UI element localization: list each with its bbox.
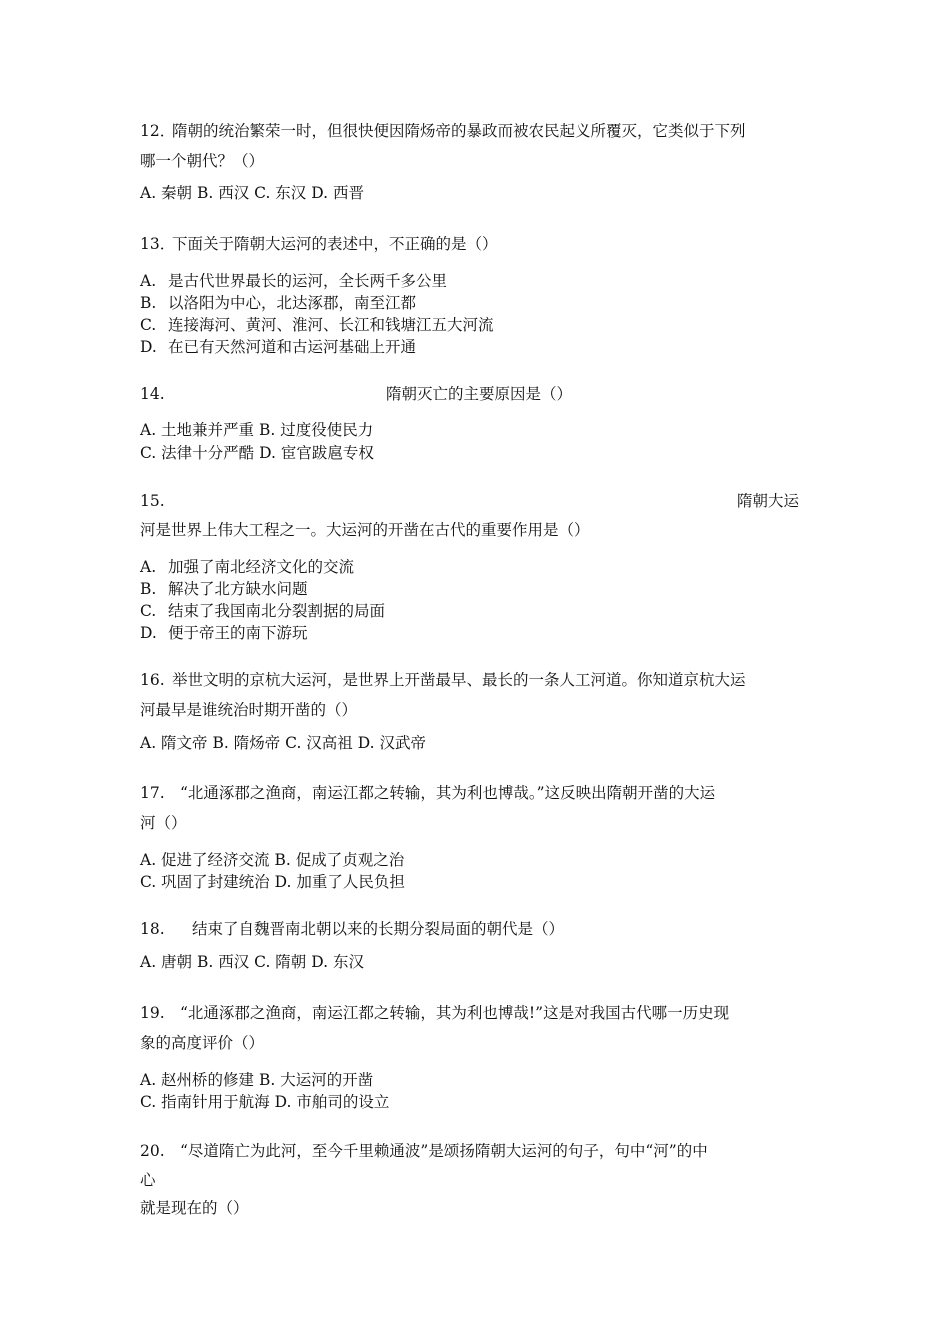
- question-12-stem-line-2: 哪一个朝代？（）: [140, 152, 265, 170]
- question-17-number: 17.: [140, 784, 165, 802]
- question-20-stem-line-2: 心: [140, 1171, 156, 1189]
- question-14-stem: 隋朝灭亡的主要原因是（）: [386, 385, 573, 403]
- question-13-option-d: [140, 337, 416, 357]
- question-12-options: A. 秦朝 B. 西汉 C. 东汉 D. 西晋: [140, 184, 364, 202]
- question-18-options: A. 唐朝 B. 西汉 C. 隋朝 D. 东汉: [140, 953, 364, 971]
- question-20-stem-line-3: 就是现在的（）: [140, 1199, 249, 1217]
- question-20-stem-line-1: “尽道隋亡为此河，至今千里赖通波”是颂扬隋朝大运河的句子，句中“河”的中: [180, 1142, 708, 1160]
- option-text: 以洛阳为中心，北达涿郡，南至江都: [168, 294, 417, 312]
- question-15-stem-line-1: 隋朝大运: [737, 492, 800, 510]
- question-19-stem-line-2: 象的高度评价（）: [140, 1034, 265, 1052]
- option-text: 便于帝王的南下游玩: [168, 624, 308, 642]
- question-14-number: 14.: [140, 385, 165, 403]
- question-16-number: 16.: [140, 671, 165, 689]
- option-letter: C.: [140, 602, 157, 620]
- question-16-options: A. 隋文帝 B. 隋炀帝 C. 汉高祖 D. 汉武帝: [140, 734, 426, 752]
- option-text: 解决了北方缺水问题: [168, 580, 308, 598]
- question-15-option-c: [140, 601, 385, 621]
- question-19-stem-line-1: “北通涿郡之渔商，南运江都之转输，其为利也博哉!”这是对我国古代哪一历史现: [180, 1004, 730, 1022]
- question-13-option-a: [140, 271, 447, 291]
- question-17-stem-line-2: 河（）: [140, 814, 187, 832]
- question-15-stem-line-2: 河是世界上伟大工程之一。大运河的开凿在古代的重要作用是（）: [140, 521, 590, 539]
- question-12-stem-line-1: 隋朝的统治繁荣一时，但很快便因隋炀帝的暴政而被农民起义所覆灭，它类似于下列: [172, 122, 746, 140]
- option-text: 结束了我国南北分裂割据的局面: [168, 602, 386, 620]
- option-text: 在已有天然河道和古运河基础上开通: [168, 338, 417, 356]
- question-17-options-line-2: C. 巩固了封建统治 D. 加重了人民负担: [140, 873, 405, 891]
- question-14-options-line-1: A. 土地兼并严重 B. 过度役使民力: [140, 421, 374, 439]
- question-13-option-b: [140, 293, 416, 313]
- question-12-number: 12．: [140, 122, 176, 140]
- question-15-option-a: [140, 557, 354, 577]
- question-18-number: 18.: [140, 920, 165, 938]
- question-19-number: 19.: [140, 1004, 165, 1022]
- question-17-options-line-1: A. 促进了经济交流 B. 促成了贞观之治: [140, 851, 405, 869]
- question-13-option-c: [140, 315, 494, 335]
- option-text: 连接海河、黄河、淮河、长江和钱塘江五大河流: [168, 316, 494, 334]
- question-15-number: 15.: [140, 492, 165, 510]
- option-letter: A.: [140, 558, 157, 576]
- question-19-options-line-1: A. 赵州桥的修建 B. 大运河的开凿: [140, 1071, 374, 1089]
- question-13-number: 13．: [140, 235, 176, 253]
- option-letter: D.: [140, 624, 157, 642]
- question-16-stem-line-1: 举世文明的京杭大运河，是世界上开凿最早、最长的一条人工河道。你知道京杭大运: [172, 671, 746, 689]
- question-16-stem-line-2: 河最早是谁统治时期开凿的（）: [140, 701, 358, 719]
- option-letter: D.: [140, 338, 157, 356]
- option-letter: B.: [140, 294, 157, 312]
- question-20-number: 20.: [140, 1142, 165, 1160]
- question-14-options-line-2: C. 法律十分严酷 D. 宦官跋扈专权: [140, 444, 374, 462]
- question-15-option-d: [140, 623, 308, 643]
- question-19-options-line-2: C. 指南针用于航海 D. 市舶司的设立: [140, 1093, 390, 1111]
- option-letter: C.: [140, 316, 157, 334]
- option-text: 加强了南北经济文化的交流: [168, 558, 355, 576]
- option-letter: A.: [140, 272, 157, 290]
- question-17-stem-line-1: “北通涿郡之渔商，南运江都之转输，其为利也博哉。”这反映出隋朝开凿的大运: [180, 784, 716, 802]
- question-18-stem: 结束了自魏晋南北朝以来的长期分裂局面的朝代是（）: [192, 920, 565, 938]
- question-13-stem: 下面关于隋朝大运河的表述中，不正确的是（）: [172, 235, 498, 253]
- question-15-option-b: [140, 579, 308, 599]
- option-text: 是古代世界最长的运河，全长两千多公里: [168, 272, 448, 290]
- option-letter: B.: [140, 580, 157, 598]
